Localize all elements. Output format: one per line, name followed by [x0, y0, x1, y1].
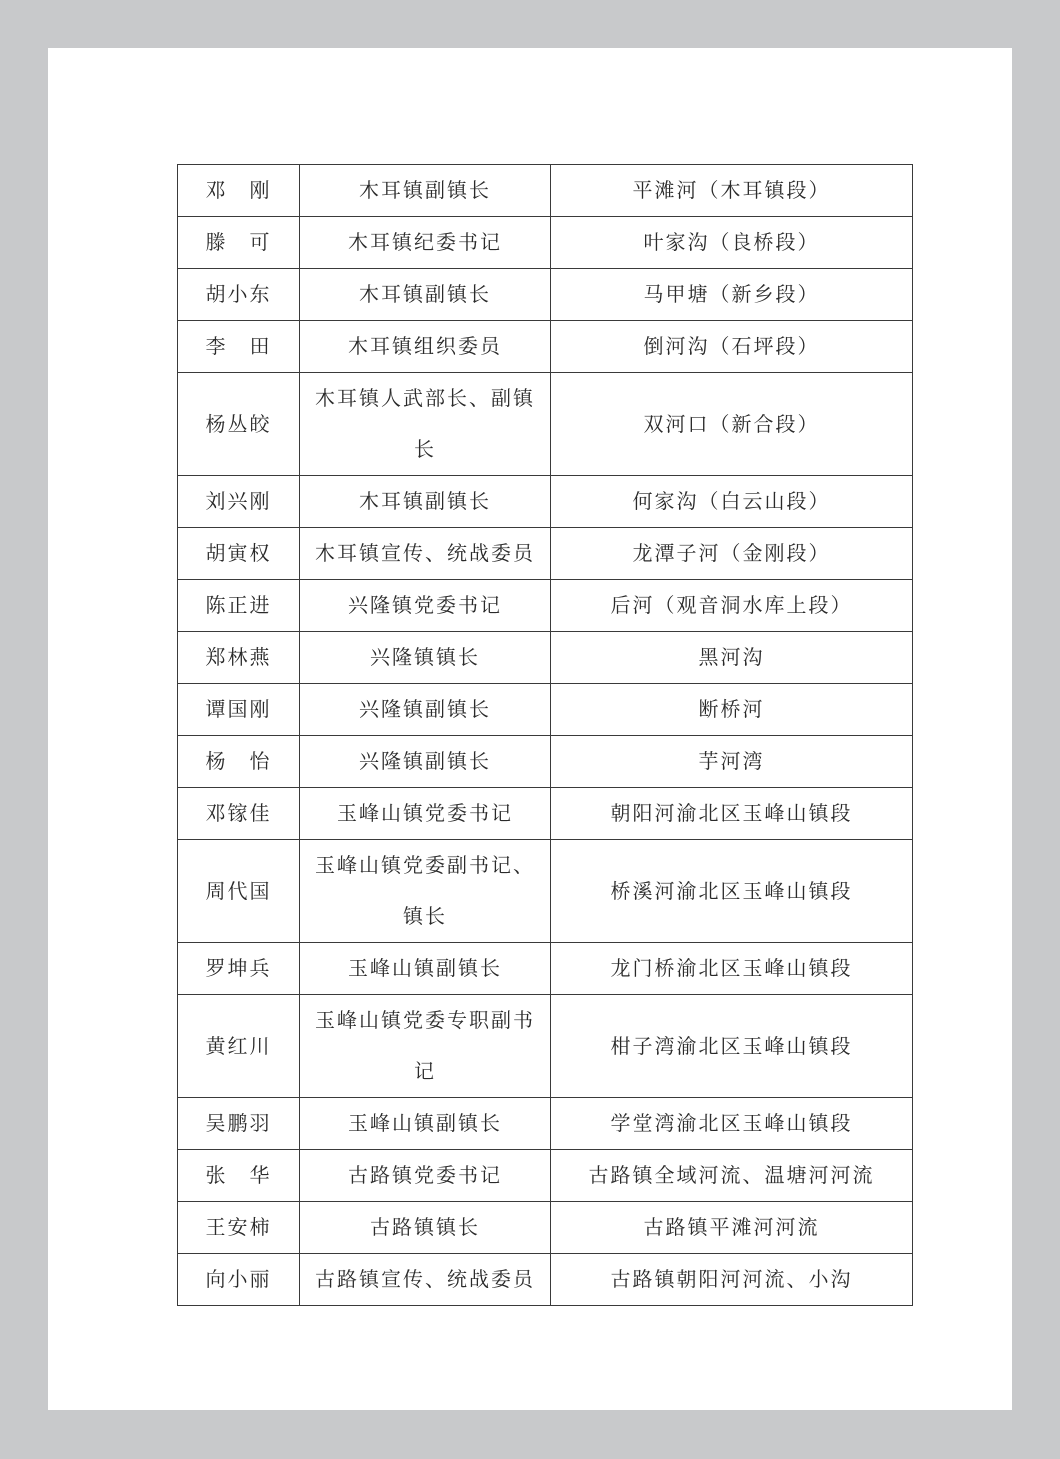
river-cell: 学堂湾渝北区玉峰山镇段: [551, 1098, 913, 1150]
position-cell: 玉峰山镇副镇长: [300, 1098, 551, 1150]
table-row: [178, 1254, 913, 1306]
name-cell: 黄红川: [178, 995, 300, 1098]
river-cell: 倒河沟（石坪段）: [551, 321, 913, 373]
name-cell: 王安柿: [178, 1202, 300, 1254]
position-cell: 古路镇镇长: [300, 1202, 551, 1254]
table-row: [178, 788, 913, 840]
table-row: [178, 269, 913, 321]
table-row: [178, 840, 913, 943]
table-row: [178, 1098, 913, 1150]
river-cell: 叶家沟（良桥段）: [551, 217, 913, 269]
document-page: [48, 48, 1012, 1410]
river-cell: 马甲塘（新乡段）: [551, 269, 913, 321]
table-row: [178, 165, 913, 217]
table-row: [178, 476, 913, 528]
position-cell: 木耳镇组织委员: [300, 321, 551, 373]
name-cell: 陈正进: [178, 580, 300, 632]
name-cell: 杨丛皎: [178, 373, 300, 476]
river-cell: 古路镇朝阳河河流、小沟: [551, 1254, 913, 1306]
position-cell: 玉峰山镇副镇长: [300, 943, 551, 995]
river-cell: 古路镇全域河流、温塘河河流: [551, 1150, 913, 1202]
name-cell: 罗坤兵: [178, 943, 300, 995]
river-cell: 龙潭子河（金刚段）: [551, 528, 913, 580]
name-cell: 周代国: [178, 840, 300, 943]
position-cell: 木耳镇副镇长: [300, 476, 551, 528]
table-row: [178, 632, 913, 684]
position-cell: 兴隆镇镇长: [300, 632, 551, 684]
table-row: [178, 736, 913, 788]
name-cell: 谭国刚: [178, 684, 300, 736]
name-cell: 张 华: [178, 1150, 300, 1202]
position-cell: 兴隆镇党委书记: [300, 580, 551, 632]
river-cell: 龙门桥渝北区玉峰山镇段: [551, 943, 913, 995]
table-row: [178, 217, 913, 269]
name-cell: 刘兴刚: [178, 476, 300, 528]
river-cell: 桥溪河渝北区玉峰山镇段: [551, 840, 913, 943]
river-cell: 断桥河: [551, 684, 913, 736]
river-cell: 古路镇平滩河河流: [551, 1202, 913, 1254]
river-cell: 何家沟（白云山段）: [551, 476, 913, 528]
position-cell: 玉峰山镇党委书记: [300, 788, 551, 840]
river-cell: 双河口（新合段）: [551, 373, 913, 476]
table-row: [178, 1150, 913, 1202]
river-cell: 柑子湾渝北区玉峰山镇段: [551, 995, 913, 1098]
river-cell: 平滩河（木耳镇段）: [551, 165, 913, 217]
table-row: [178, 684, 913, 736]
name-cell: 胡小东: [178, 269, 300, 321]
table-row: [178, 321, 913, 373]
name-cell: 李 田: [178, 321, 300, 373]
position-cell: 木耳镇宣传、统战委员: [300, 528, 551, 580]
table-row: [178, 373, 913, 476]
name-cell: 邓 刚: [178, 165, 300, 217]
position-cell: 古路镇宣传、统战委员: [300, 1254, 551, 1306]
name-cell: 郑林燕: [178, 632, 300, 684]
position-cell: 兴隆镇副镇长: [300, 736, 551, 788]
name-cell: 杨 怡: [178, 736, 300, 788]
name-cell: 邓镓佳: [178, 788, 300, 840]
position-cell: 玉峰山镇党委副书记、镇长: [300, 840, 551, 943]
name-cell: 向小丽: [178, 1254, 300, 1306]
river-cell: 芋河湾: [551, 736, 913, 788]
name-cell: 吴鹏羽: [178, 1098, 300, 1150]
position-cell: 木耳镇副镇长: [300, 165, 551, 217]
river-chief-table: [177, 164, 913, 1306]
position-cell: 木耳镇副镇长: [300, 269, 551, 321]
river-cell: 后河（观音洞水库上段）: [551, 580, 913, 632]
table-row: [178, 995, 913, 1098]
table-row: [178, 528, 913, 580]
river-cell: 黑河沟: [551, 632, 913, 684]
table-row: [178, 580, 913, 632]
position-cell: 木耳镇纪委书记: [300, 217, 551, 269]
river-cell: 朝阳河渝北区玉峰山镇段: [551, 788, 913, 840]
name-cell: 胡寅权: [178, 528, 300, 580]
position-cell: 玉峰山镇党委专职副书记: [300, 995, 551, 1098]
table-row: [178, 1202, 913, 1254]
table-row: [178, 943, 913, 995]
position-cell: 兴隆镇副镇长: [300, 684, 551, 736]
name-cell: 滕 可: [178, 217, 300, 269]
position-cell: 古路镇党委书记: [300, 1150, 551, 1202]
position-cell: 木耳镇人武部长、副镇长: [300, 373, 551, 476]
